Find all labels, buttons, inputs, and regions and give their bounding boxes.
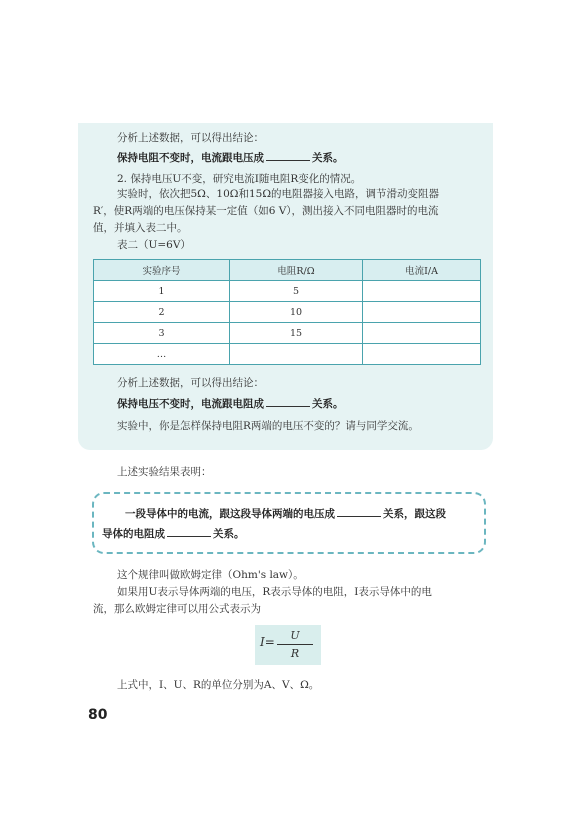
table-title: 表二（U=6V） [117,239,191,251]
experiment-text-1: 实验时，依次把5Ω、10Ω和15Ω的电阻器接入电路，调节滑动变阻器 [117,188,440,200]
law-text-d: 关系。 [213,528,245,540]
question-text: 实验中，你是怎样保持电阻R两端的电压不变的？请与同学交流。 [117,420,419,432]
table-row [94,302,481,323]
ohm-law-name: 这个规律叫做欧姆定律（Ohm's law）。 [117,569,304,581]
table-header-row [94,260,481,281]
formula-fraction [277,627,313,662]
table-cell: 1 [94,281,230,302]
header-cell: 实验序号 [94,260,230,281]
law-line-2 [102,526,245,542]
formula-box [255,625,321,665]
header-cell: 电阻R/Ω [229,260,362,281]
table-row [94,323,481,344]
law-text-a: 一段导体中的电流，跟这段导体两端的电压成 [125,508,335,520]
formula-numerator: U [277,627,313,645]
analysis-line-1: 分析上述数据，可以得出结论： [117,132,264,144]
law-text-c: 导体的电阻成 [102,528,165,540]
table-cell: 2 [94,302,230,323]
table-cell: … [94,344,230,365]
law-line-1 [125,506,446,522]
page-number: 80 [88,707,108,723]
experiment-text-2: R′，使R两端的电压保持某一定值（如6 V），测出接入不同电阻器时的电流 [93,205,439,217]
data-table [93,259,481,365]
blank [266,397,310,407]
table-row [94,344,481,365]
conclusion-1 [117,150,344,166]
table-cell: 15 [229,323,362,344]
para-line-1: 如果用U表示导体两端的电压，R表示导体的电阻，I表示导体中的电 [117,586,432,598]
analysis-line-2: 分析上述数据，可以得出结论： [117,377,264,389]
step-2: 2. 保持电压U不变，研究电流I随电阻R变化的情况。 [117,173,362,185]
experiment-text-3: 值，并填入表二中。 [93,222,188,234]
law-text-b: 关系，跟这段 [383,508,446,520]
conclusion-1-b: 关系。 [312,152,344,164]
table-row [94,281,481,302]
conclusion-2 [117,396,344,412]
para-line-2: 流，那么欧姆定律可以用公式表示为 [93,603,261,615]
table-cell [363,302,481,323]
blank [337,507,381,517]
conclusion-2-a: 保持电压不变时，电流跟电阻成 [117,398,264,410]
law-box [92,492,486,554]
header-cell: 电流I/A [363,260,481,281]
blank [167,527,211,537]
conclusion-1-a: 保持电阻不变时，电流跟电压成 [117,152,264,164]
table-cell: 5 [229,281,362,302]
conclusion-2-b: 关系。 [312,398,344,410]
result-intro: 上述实验结果表明： [117,466,212,478]
units-line: 上式中，I、U、R的单位分别为A、V、Ω。 [117,679,320,691]
formula-lhs: I= [260,635,275,649]
formula-denominator: R [290,647,300,660]
table-cell [363,323,481,344]
table-cell [363,344,481,365]
table-cell: 10 [229,302,362,323]
table-cell: 3 [94,323,230,344]
table-cell [363,281,481,302]
table-cell [229,344,362,365]
blank [266,151,310,161]
